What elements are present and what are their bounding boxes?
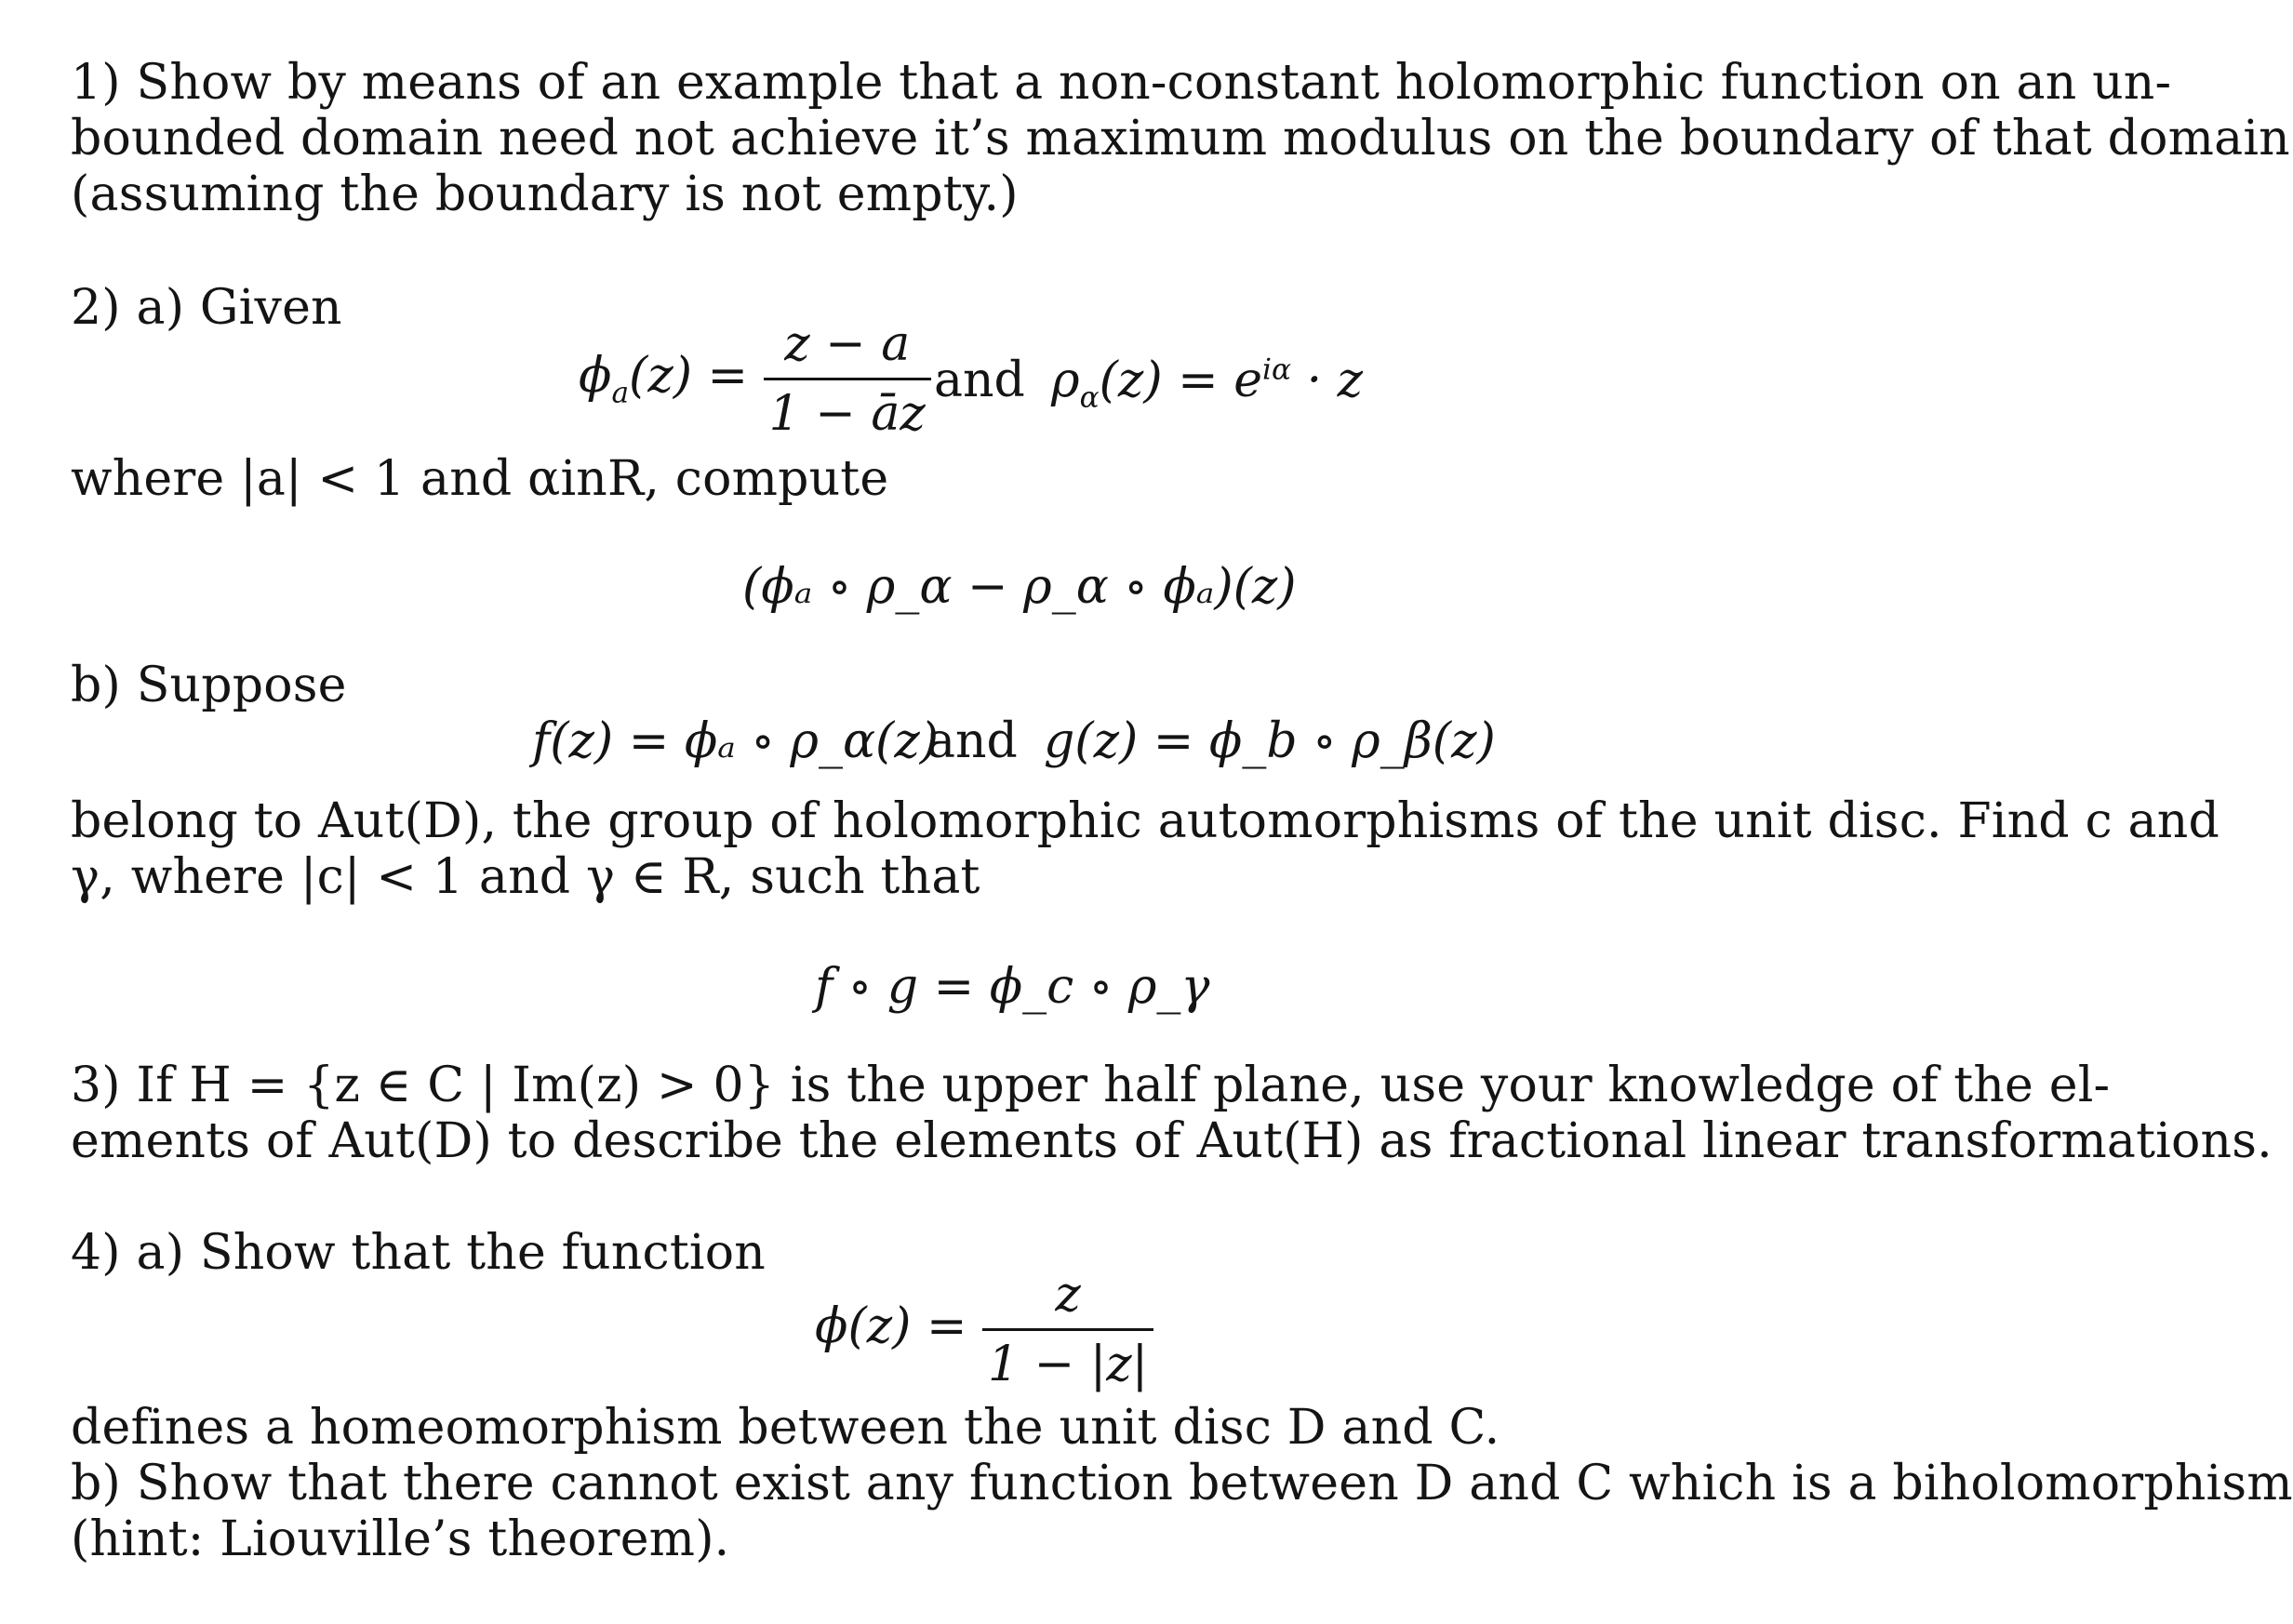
homeo-numerator: z: [1055, 1267, 1081, 1323]
homeo-fraction: [982, 1267, 1153, 1392]
rho-subscript: α: [1079, 380, 1100, 415]
composition-equation: f ∘ g = ϕ_c ∘ ρ_γ: [815, 959, 1210, 1015]
rho-symbol: ρ: [1051, 353, 1080, 408]
problem-2a-where: where |a| < 1 and αinR, compute: [71, 451, 889, 507]
fraction-numerator: z − a: [784, 316, 911, 372]
mobius-fraction: [764, 316, 931, 442]
phi-arg: (z) =: [629, 348, 749, 404]
problem-4b-line: b) Show that there cannot exist any function between D and C which is a biholomorphism: [71, 1456, 2293, 1511]
and-word-2: and: [927, 713, 1018, 769]
fraction-denominator: 1 − āz: [768, 386, 926, 442]
problem-3-line-2: ements of Aut(D) to describe the elements of Aut(H) as fractional linear transformations.: [71, 1113, 2273, 1169]
problem-2b-intro: b) Suppose: [71, 658, 347, 713]
problem-1-line-2: bounded domain need not achieve it’s maximum modulus on the boundary of that domain: [71, 111, 2290, 166]
problem-4a-intro: 4) a) Show that the function: [71, 1225, 766, 1281]
phi-lhs: ϕ(z) =: [815, 1298, 967, 1354]
homeo-denominator: 1 − |z|: [988, 1337, 1149, 1392]
phi-symbol: ϕ: [579, 348, 612, 404]
phi-subscript: a: [611, 376, 630, 410]
problem-4a-conclusion: defines a homeomorphism between the unit disc D and C.: [71, 1400, 1500, 1456]
problem-1-line-1: 1) Show by means of an example that a non-constant holomorphic function on an un-: [71, 55, 2172, 111]
phi-a-definition: [579, 316, 931, 442]
rho-times-z: · z: [1291, 353, 1364, 408]
g-definition: g(z) = ϕ_b ∘ ρ_β(z): [1044, 713, 1496, 769]
problem-2b-line-1: belong to Aut(D), the group of holomorphic automorphisms of the unit disc. Find c and: [71, 793, 2220, 849]
homeo-fraction-bar: [982, 1328, 1153, 1331]
problem-1-line-3: (assuming the boundary is not empty.): [71, 166, 1019, 222]
and-word: and: [934, 353, 1025, 408]
f-definition: f(z) = ϕₐ ∘ ρ_α(z): [532, 713, 940, 769]
problem-2b-line-2: γ, where |c| < 1 and γ ∈ R, such that: [71, 849, 980, 905]
rho-definition: [1051, 352, 1364, 415]
rho-exponent: iα: [1262, 353, 1292, 387]
rho-rhs: (z) = e: [1099, 353, 1263, 408]
commutator-expression: (ϕₐ ∘ ρ_α − ρ_α ∘ ϕₐ)(z): [742, 559, 1297, 615]
phi-homeomorphism-definition: [815, 1267, 1153, 1392]
problem-2a-intro: 2) a) Given: [71, 280, 342, 336]
fraction-bar: [764, 378, 931, 380]
problem-4b-hint: (hint: Liouville’s theorem).: [71, 1511, 730, 1567]
problem-3-line-1: 3) If H = {z ∈ C | Im(z) > 0} is the upper half plane, use your knowledge of the el-: [71, 1058, 2111, 1113]
